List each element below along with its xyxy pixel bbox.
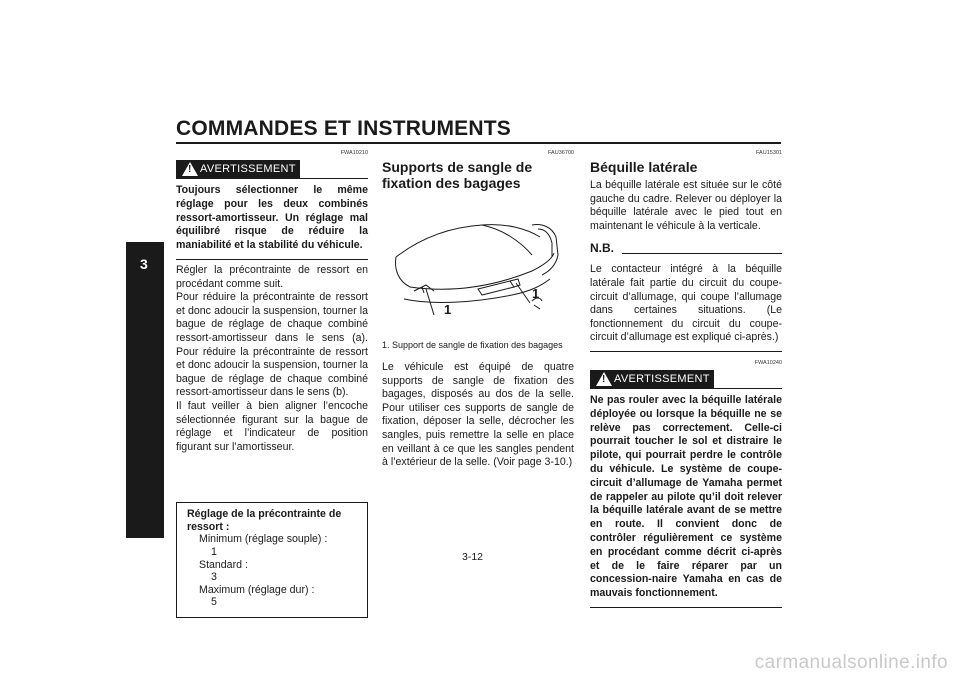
section-code: FAU36700	[548, 150, 574, 156]
spec-box	[176, 502, 368, 618]
warning-badge	[590, 370, 714, 389]
spec-std-label: Standard :	[199, 558, 248, 571]
note-text: Le contacteur intégré à la béquille latérale fait partie du circuit du coupe-circuit d’allumage, qui coupe l’allumage dans certaines situations. (Le fonctionnement du circuit du coupe-circuit d’allumage est expliqué ci-après.)	[590, 263, 782, 344]
seat-illustration	[382, 207, 574, 327]
warning-text: Toujours sélectionner le même réglage pour les deux combinés ressort-amortisseur. Un réglage mal équilibré risque de réduire la maniabilité et la stabilité du véhicule.	[176, 184, 368, 252]
page-title: COMMANDES ET INSTRUMENTS	[176, 117, 511, 140]
note-line	[622, 253, 782, 254]
warning-end-rule	[590, 607, 782, 608]
spec-std-value: 3	[211, 571, 217, 584]
warning-label: AVERTISSEMENT	[200, 163, 296, 175]
section-title: Supports de sangle de fixation des bagages	[382, 159, 533, 191]
warning-triangle-icon: !	[596, 372, 612, 386]
warning-header	[590, 370, 782, 394]
column-left	[176, 150, 368, 618]
paragraph: Pour réduire la précontrainte de ressort et donc adoucir la suspension, tourner la bague de réglage de chaque combiné ressort-amortisseur dans le sens (a). Pour réduire la précontrainte de ressort et donc adoucir la suspension, tourner la bague de réglage de chaque combiné ressort-amortisseur dans le sens (b).	[176, 291, 368, 399]
column-middle	[382, 150, 574, 470]
note-end-rule	[590, 351, 782, 352]
spec-max-label: Maximum (réglage dur) :	[199, 583, 315, 596]
spec-min-label: Minimum (réglage souple) :	[199, 533, 328, 546]
paragraph: Le véhicule est équipé de quatre supports de sangle de fixation des bagages, disposés au dos de la selle. Pour utiliser ces supports de sangle de fixation, déposer la selle, décrocher les sangles, puis remettre la selle en place en veillant à ce que les sangles pendent à l’extérieur de la selle. (Voir page 3-10.)	[382, 361, 574, 469]
warning-code: FWA10210	[340, 150, 368, 156]
paragraph: Régler la précontrainte de ressort en procédant comme suit.	[176, 263, 368, 290]
section-title: Béquille latérale	[590, 159, 698, 175]
chapter-tab	[126, 242, 164, 538]
spec-min-value: 1	[211, 546, 217, 559]
paragraph: La béquille latérale est située sur le côté gauche du cadre. Relever ou déployer la béquille latérale avec le pied tout en maintenant le véhicule à la verticale.	[590, 179, 782, 232]
warning-text: Ne pas rouler avec la béquille latérale déployée ou lorsque la béquille ne se relève pas correctement. Celle-ci pourrait toucher le sol et distraire le pilote, qui pourrait perdre le contrôle du véhicule. Le système de coupe-circuit d’allumage de Yamaha permet de rappeler au pilote qu’il doit relever la béquille latérale avant de se mettre en route. Il convient donc de contrôler régulièrement ce système en procédant comme décrit ci-après et de le faire réparer par un concession-naire Yamaha en cas de mauvais fonctionnement.	[590, 393, 782, 600]
warning-header	[176, 160, 368, 184]
figure-callout: 1	[532, 286, 540, 301]
warning-badge	[176, 160, 300, 179]
page-number: 3-12	[462, 551, 484, 563]
warning-line	[300, 178, 368, 179]
spec-max-value: 5	[211, 596, 217, 609]
paragraph: Il faut veiller à bien aligner l’encoche sélectionnée figurant sur la bague de réglage et l’indicateur de position figurant sur l’amortisseur.	[176, 399, 368, 453]
warning-line	[714, 388, 782, 389]
watermark: carmanualsonline.info	[754, 652, 948, 673]
section-code: FAU15301	[756, 150, 782, 156]
note-label: N.B.	[590, 241, 614, 256]
column-right	[590, 150, 782, 612]
warning-end-rule	[176, 259, 368, 260]
warning-triangle-icon: !	[182, 162, 198, 176]
warning-label: AVERTISSEMENT	[614, 372, 710, 385]
header-rule	[176, 142, 781, 144]
figure-caption: 1. Support de sangle de fixation des bagages	[382, 340, 563, 350]
figure-callout: 1	[444, 302, 452, 317]
note-header	[590, 241, 782, 263]
warning-code: FWA10240	[754, 359, 782, 366]
spec-title: Réglage de la précontrainte de ressort :	[187, 508, 342, 533]
chapter-number: 3	[140, 256, 148, 272]
seat-drawing	[382, 207, 574, 327]
